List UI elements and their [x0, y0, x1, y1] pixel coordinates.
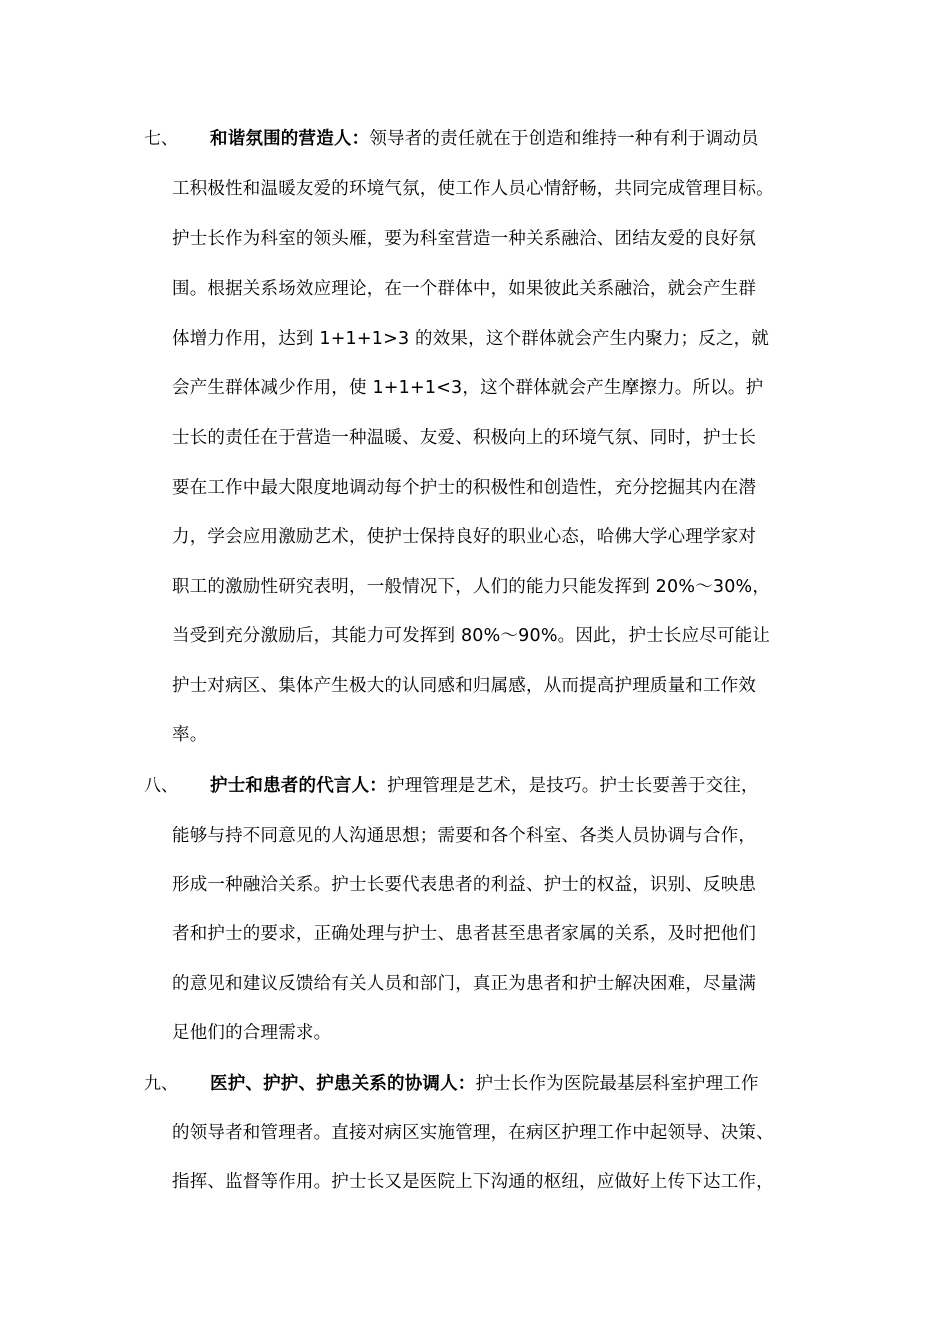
paragraph-line: 力，学会应用激励艺术，使护士保持良好的职业心态，哈佛大学心理学家对 — [172, 527, 757, 547]
section-number: 七、 — [144, 129, 178, 149]
paragraph-line: 的意见和建议反馈给有关人员和部门，真正为患者和护士解决困难，尽量满 — [172, 974, 757, 994]
paragraph-line: 围。根据关系场效应理论，在一个群体中，如果彼此关系融洽，就会产生群 — [172, 279, 757, 299]
line-text: 领导者的责任就在于创造和维持一种有利于调动员 — [369, 129, 759, 149]
paragraph-line: 护士长作为科室的领头雁，要为科室营造一种关系融洽、团结友爱的良好氛 — [172, 229, 757, 249]
paragraph-line: 当受到充分激励后，其能力可发挥到 80%～90%。因此，护士长应尽可能让 — [172, 626, 771, 646]
line-text: 护士长作为医院最基层科室护理工作 — [475, 1074, 759, 1094]
paragraph-line: 率。 — [172, 725, 208, 745]
paragraph-line: 指挥、监督等作用。护士长又是医院上下沟通的枢纽，应做好上传下达工作， — [172, 1172, 774, 1192]
paragraph-line: 护士对病区、集体产生极大的认同感和归属感，从而提高护理质量和工作效 — [172, 676, 757, 696]
paragraph-line: 职工的激励性研究表明，一般情况下，人们的能力只能发挥到 20%～30%， — [172, 577, 771, 597]
paragraph-line: 工积极性和温暖友爱的环境气氛，使工作人员心情舒畅，共同完成管理目标。 — [172, 179, 774, 199]
paragraph-line: 者和护士的要求，正确处理与护士、患者甚至患者家属的关系，及时把他们 — [172, 924, 757, 944]
paragraph-line — [210, 126, 810, 152]
paragraph-line — [210, 773, 810, 799]
paragraph-line: 士长的责任在于营造一种温暖、友爱、积极向上的环境气氛、同时，护士长 — [172, 428, 757, 448]
paragraph-line: 形成一种融洽关系。护士长要代表患者的利益、护士的权益，识别、反映患 — [172, 875, 757, 895]
section-number: 九、 — [144, 1074, 178, 1094]
section-heading: 和谐氛围的营造人： — [210, 129, 370, 149]
section-heading: 护士和患者的代言人： — [210, 776, 387, 796]
paragraph-line: 足他们的合理需求。 — [172, 1023, 332, 1043]
section-number: 八、 — [144, 776, 178, 796]
paragraph-line: 体增力作用，达到 1+1+1>3 的效果，这个群体就会产生内聚力；反之，就 — [172, 329, 770, 349]
paragraph-line: 会产生群体减少作用，使 1+1+1<3，这个群体就会产生摩擦力。所以。护 — [172, 378, 764, 398]
line-text: 护理管理是艺术，是技巧。护士长要善于交往， — [387, 776, 759, 796]
paragraph-line — [210, 1071, 810, 1097]
paragraph-line: 的领导者和管理者。直接对病区实施管理，在病区护理工作中起领导、决策、 — [172, 1123, 774, 1143]
paragraph-line: 能够与持不同意见的人沟通思想；需要和各个科室、各类人员协调与合作， — [172, 826, 757, 846]
section-heading: 医护、护护、护患关系的协调人： — [210, 1074, 476, 1094]
paragraph-line: 要在工作中最大限度地调动每个护士的积极性和创造性，充分挖掘其内在潜 — [172, 478, 757, 498]
